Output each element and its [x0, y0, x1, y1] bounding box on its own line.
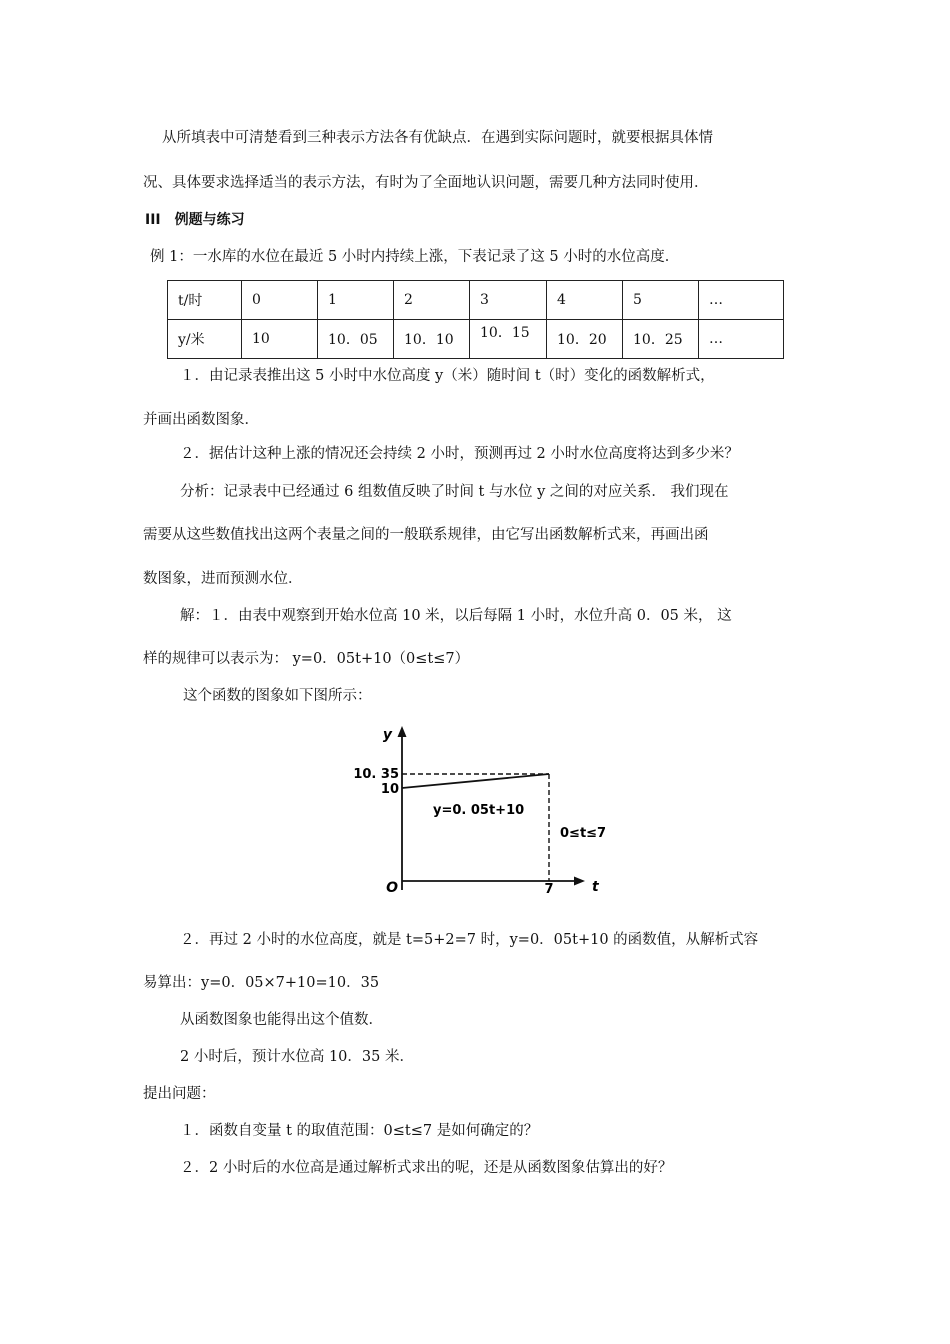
question-2: ２．据估计这种上涨的情况还会持续 2 小时，预测再过 2 小时水位高度将达到多少米？ [180, 446, 739, 462]
table-row [168, 320, 784, 359]
solution2-line-4: 2 小时后，预计水位高 10．35 米． [180, 1049, 414, 1065]
table-row [168, 281, 784, 320]
table-cell: 10．05 [318, 320, 394, 359]
table-cell: 5 [623, 281, 699, 320]
section-heading: III 例题与练习 [145, 212, 245, 228]
x-tick-end: 7 [544, 882, 554, 897]
y-tick-start: 10 [380, 782, 399, 797]
table-cell: 1 [318, 281, 394, 320]
question-1-line-2: 并画出函数图象． [143, 412, 259, 428]
table-cell: 10 [242, 320, 318, 359]
water-level-table [167, 280, 784, 359]
table-cell: 10．25 [623, 320, 699, 359]
solution-line-3: 这个函数的图象如下图所示： [183, 688, 372, 704]
solution-line-2: 样的规律可以表示为： y=0．05t+10（0≤t≤7） [143, 651, 470, 667]
graph-svg [340, 720, 640, 905]
table-cell: 3 [470, 281, 547, 320]
domain-label: 0≤t≤7 [560, 826, 607, 841]
solution2-line-2: 易算出：y=0．05×7+10=10．35 [143, 975, 380, 991]
table-cell: 2 [394, 281, 470, 320]
table-cell: t/时 [168, 281, 242, 320]
table-cell: 4 [547, 281, 623, 320]
table-cell: 10．15 [470, 320, 547, 359]
raise-questions-title: 提出问题： [143, 1086, 216, 1102]
table-cell: 10．10 [394, 320, 470, 359]
example-intro: 例 1：一水库的水位在最近 5 小时内持续上涨，下表记录了这 5 小时的水位高度． [150, 249, 680, 265]
intro-line-2: 况、具体要求选择适当的表示方法，有时为了全面地认识问题，需要几种方法同时使用． [143, 175, 709, 191]
function-graph [340, 720, 640, 905]
line-equation-label: y=0. 05t+10 [433, 803, 525, 818]
intro-line-1: 从所填表中可清楚看到三种表示方法各有优缺点．在遇到实际问题时，就要根据具体情 [162, 130, 713, 146]
table-cell: … [699, 320, 784, 359]
solution-line-1: 解：１．由表中观察到开始水位高 10 米，以后每隔 1 小时，水位升高 0．05 米， 这 [180, 608, 732, 624]
y-axis-label: y [382, 727, 392, 743]
table-cell: 0 [242, 281, 318, 320]
table-cell: … [699, 281, 784, 320]
x-axis-arrow-icon [574, 877, 585, 886]
raise-question-2: ２．2 小时后的水位高是通过解析式求出的呢，还是从函数图象估算出的好？ [180, 1160, 673, 1176]
y-tick-top: 10. 35 [353, 767, 399, 782]
raise-question-1: １．函数自变量 t 的取值范围：0≤t≤7 是如何确定的？ [180, 1123, 539, 1139]
y-axis-arrow-icon [398, 726, 407, 737]
table-cell: 10．20 [547, 320, 623, 359]
origin-label: O [386, 880, 398, 896]
analysis-line-3: 数图象，进而预测水位． [143, 571, 303, 587]
solution2-line-1: ２．再过 2 小时的水位高度，就是 t=5+2=7 时，y=0．05t+10 的函数值，从解析式容 [180, 932, 759, 948]
analysis-line-2: 需要从这些数值找出这两个表量之间的一般联系规律，由它写出函数解析式来，再画出函 [143, 527, 709, 543]
table-cell: y/米 [168, 320, 242, 359]
question-1-line-1: １．由记录表推出这 5 小时中水位高度 y（米）随时间 t（时）变化的函数解析式， [180, 368, 715, 384]
function-line [402, 774, 549, 788]
analysis-line-1: 分析：记录表中已经通过 6 组数值反映了时间 t 与水位 y 之间的对应关系． 我们现在 [180, 484, 729, 500]
x-axis-label: t [592, 879, 599, 895]
solution2-line-3: 从函数图象也能得出这个值数． [180, 1012, 383, 1028]
